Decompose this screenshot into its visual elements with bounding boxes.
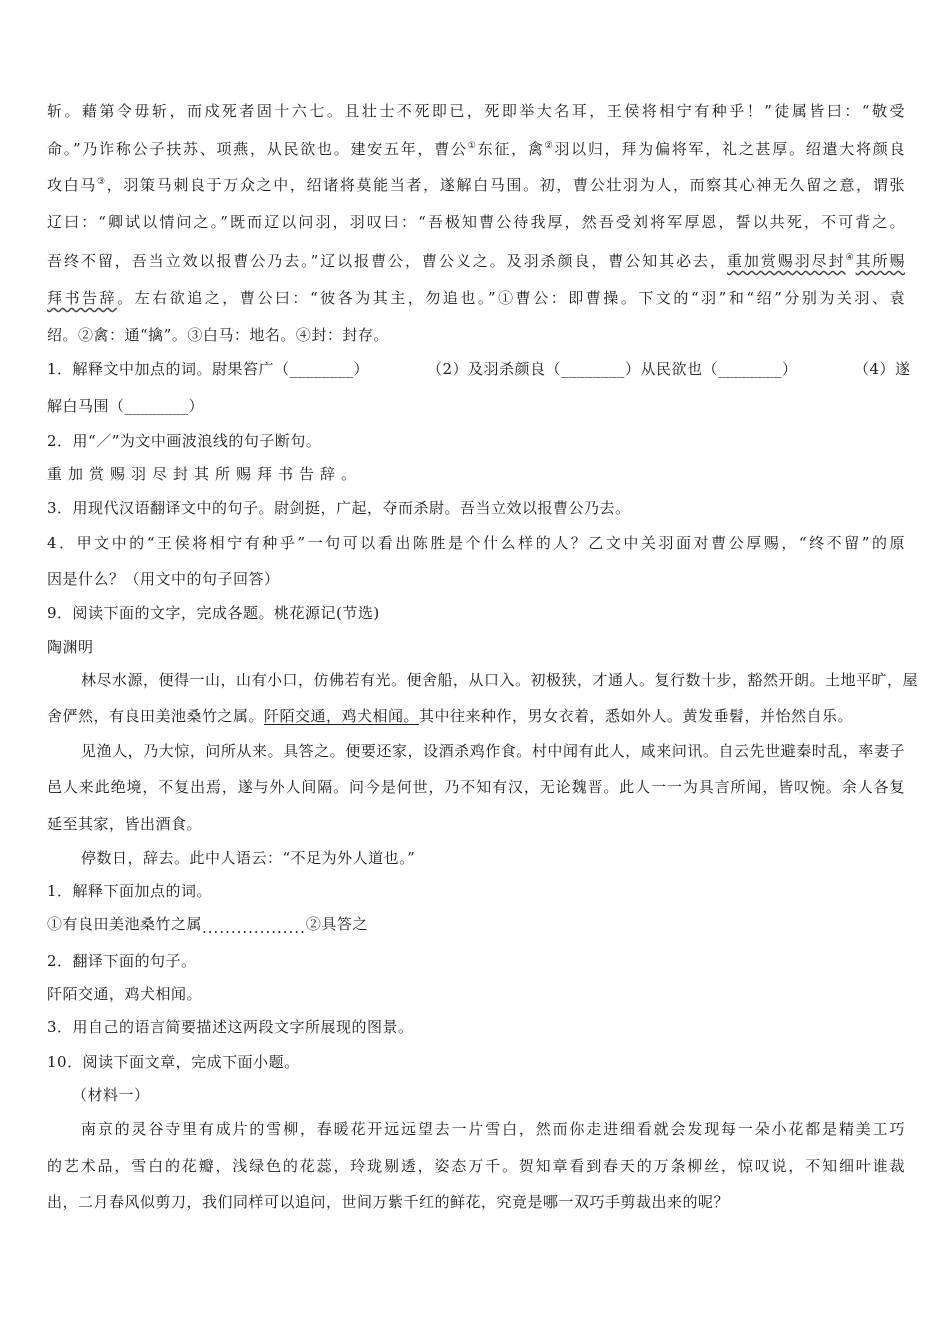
q9-sub-3: 3．用自己的语言简要描述这两段文字所展现的图景。 — [47, 1018, 414, 1036]
passage-text: 东征，禽 — [477, 140, 545, 158]
passage-text: 羽以归，拜为偏将军，礼之甚厚。绍遣大将颜良 — [554, 140, 905, 158]
passage-text: 命。”乃诈称公子扶苏、项燕，从民欲也。建安五年，曹公 — [47, 140, 468, 158]
material-label: （材料一） — [72, 1086, 150, 1104]
passage-text: 吾终不留，吾当立效以报曹公乃去。”辽以报曹公，曹公义之。及羽杀颜良，曹公知其必去， — [47, 252, 727, 270]
underlined-sentence: 阡陌交通，鸡犬相闻。 — [264, 707, 420, 725]
passage-line-4: 辽曰：“卿试以情问之。”既而辽以问羽，羽叹曰：“吾极知曹公待我厚，然吾受刘将军厚恩，誓以共死，不可背之。 — [47, 213, 905, 231]
author-name: 陶渊明 — [47, 638, 94, 656]
question-3: 3．用现代汉语翻译文中的句子。尉剑挺，广起，夺而杀尉。吾当立效以报曹公乃去。 — [47, 499, 631, 517]
passage-text: 舍俨然，有良田美池桑竹之属。 — [47, 707, 265, 725]
question-10-title: 10．阅读下面文章，完成下面小题。 — [47, 1053, 300, 1071]
passage-line-1: 斩。藉第令毋斩，而戍死者固十六七。且壮士不死即已，死即举大名耳，王侯将相宁有种乎！”徒属皆曰：“敬受 — [47, 102, 905, 120]
passage-text: ，羽策马刺良于万众之中，绍诸将莫能当者，遂解白马围。初，曹公壮羽为人，而察其心神无久留之意，谓张 — [106, 176, 905, 194]
passage-text: 其中往来种作，男女衣着，悉如外人。黄发垂髫，并怡然自乐。 — [419, 707, 854, 725]
passage-text: 。左右欲追之，曹公曰：“彼各为其主，勿追也。”①曹公：即曹操。下文的“羽”和“绍”分别为关羽、袁 — [117, 289, 905, 307]
question-1-line — [47, 359, 911, 379]
taohua-p2-line-3: 延至其家，皆出酒食。 — [47, 815, 203, 833]
question-2-sentence: 重加赏赐羽尽封其所赐拜书告辞。 — [47, 465, 363, 483]
taohua-p2-line-1: 见渔人，乃大惊，问所从来。具答之。便要还家，设酒杀鸡作食。村中闻有此人，咸来问讯。自云先世避秦时乱，率妻子 — [81, 742, 905, 760]
taohua-p1-line-2 — [47, 706, 905, 726]
wavy-underlined-sentence: 其所赐 — [855, 252, 905, 270]
material-line-2: 的艺术品，雪白的花瓣，浅绿色的花蕊，玲珑剔透，姿态万千。贺知章看到春天的万条柳丝，惊叹说，不知细叶谁裁 — [47, 1157, 905, 1175]
question-1-cont: 解白马围（________） — [47, 397, 205, 415]
item-text: ②具答之 — [305, 915, 368, 933]
material-line-3: 出，二月春风似剪刀，我们同样可以追问，世间万紫千红的鲜花，究竟是哪一双巧手剪裁出来的呢？ — [47, 1193, 730, 1211]
passage-line-6 — [47, 288, 905, 308]
dotted-fill: .................. — [202, 919, 306, 937]
q9-sub-1: 1．解释下面加点的词。 — [47, 882, 213, 900]
passage-line-2 — [47, 139, 905, 159]
question-2: 2．用“／”为文中画波浪线的句子断句。 — [47, 432, 322, 450]
q9-sub-2-sentence: 阡陌交通，鸡犬相闻。 — [47, 985, 203, 1003]
footnote-marker: ③ — [96, 177, 107, 187]
passage-line-3 — [47, 175, 905, 195]
passage-line-5 — [47, 251, 905, 271]
item-text: ①有良田美池桑竹之属 — [47, 915, 203, 933]
taohua-p3: 停数日，辞去。此中人语云：“不足为外人道也。” — [81, 849, 416, 867]
footnote-marker: ④ — [845, 253, 856, 263]
taohua-p2-line-2: 邑人来此绝境，不复出焉，遂与外人间隔。问今是何世，乃不知有汉，无论魏晋。此人一一为具言所闻，皆叹惋。余人各复 — [47, 778, 905, 796]
footnote-marker: ① — [467, 141, 478, 151]
wavy-underlined-sentence: 拜书告辞 — [47, 289, 118, 307]
question-4-line-2: 因是什么？（用文中的句子回答） — [47, 570, 280, 588]
taohua-p1-line-1: 林尽水源，便得一山，山有小口，仿佛若有光。便舍船，从口入。初极狭，才通人。复行数十步，豁然开朗。土地平旷，屋 — [81, 671, 919, 689]
footnotes-line: 绍。②禽：通“擒”。③白马：地名。④封：封存。 — [47, 326, 389, 344]
wavy-underlined-sentence: 重加赏赐羽尽封 — [726, 252, 846, 270]
question-text: （4）遂 — [854, 360, 911, 378]
q9-sub-1-items — [47, 914, 905, 937]
footnote-marker: ② — [544, 141, 555, 151]
passage-text: 攻白马 — [47, 176, 97, 194]
question-4-line-1: 4．甲文中的“王侯将相宁有种乎”一句可以看出陈胜是个什么样的人？乙文中关羽面对曹公厚赐，“终不留”的原 — [47, 534, 905, 552]
question-text: 1．解释文中加点的词。尉果笞广（________） — [47, 360, 370, 378]
question-text: （2）及羽杀颜良（________）从民欲也（________） — [427, 360, 798, 378]
q9-sub-2: 2．翻译下面的句子。 — [47, 952, 197, 970]
material-line-1: 南京的灵谷寺里有成片的雪柳，春暖花开远远望去一片雪白，然而你走进细看就会发现每一朵小花都是精美工巧 — [81, 1120, 905, 1138]
question-9-title: 9．阅读下面的文字，完成各题。桃花源记(节选) — [47, 604, 380, 622]
